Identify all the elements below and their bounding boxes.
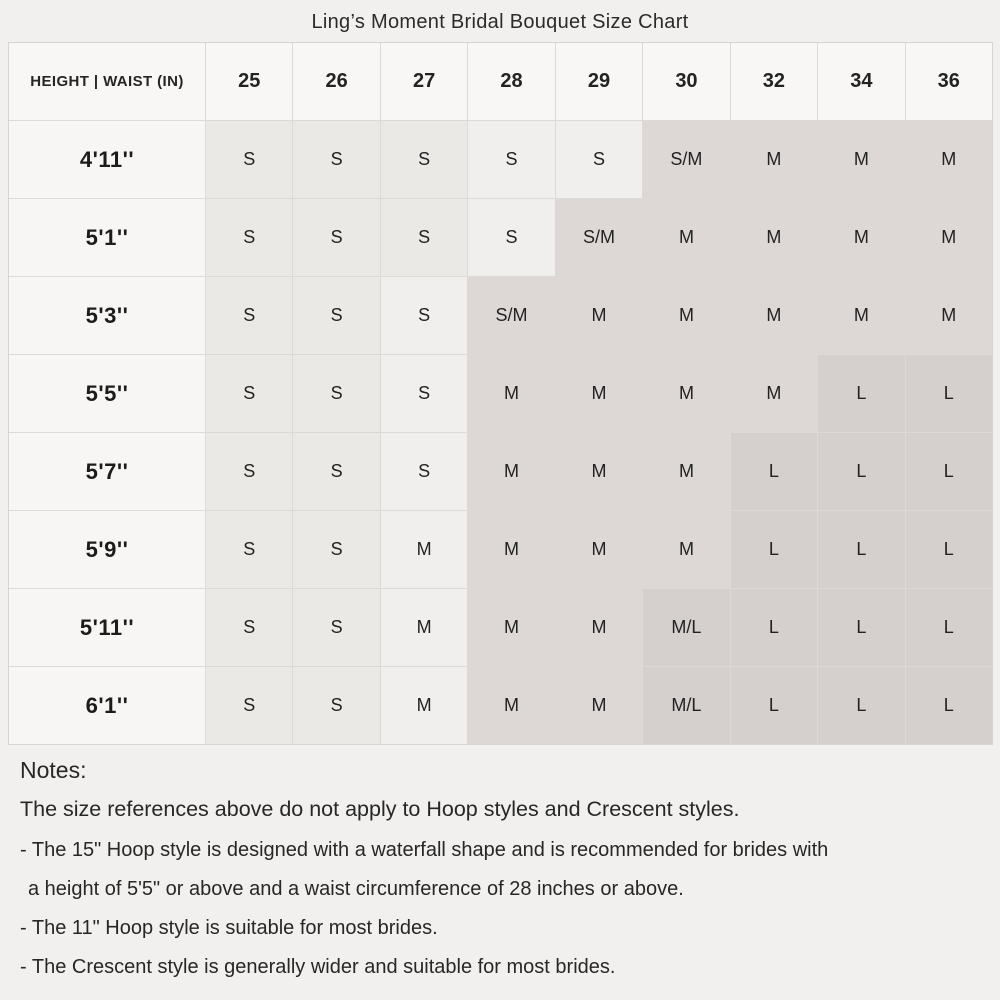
- size-cell-5-3: M: [468, 511, 554, 588]
- column-header-28: 28: [468, 43, 554, 120]
- column-header-32: 32: [731, 43, 817, 120]
- size-cell-5-2: M: [381, 511, 467, 588]
- size-cell-1-5: M: [643, 199, 729, 276]
- size-cell-3-8: L: [906, 355, 992, 432]
- size-cell-5-7: L: [818, 511, 904, 588]
- height-label-4: 5'7'': [9, 433, 205, 510]
- size-cell-6-1: S: [293, 589, 379, 666]
- size-cell-0-2: S: [381, 121, 467, 198]
- size-cell-4-4: M: [556, 433, 642, 510]
- column-header-34: 34: [818, 43, 904, 120]
- note-line-0: The size references above do not apply to Hoop styles and Crescent styles.: [20, 797, 740, 821]
- height-label-3: 5'5'': [9, 355, 205, 432]
- size-cell-4-8: L: [906, 433, 992, 510]
- size-cell-7-7: L: [818, 667, 904, 744]
- size-cell-6-0: S: [206, 589, 292, 666]
- column-header-29: 29: [556, 43, 642, 120]
- size-cell-3-6: M: [731, 355, 817, 432]
- size-cell-2-4: M: [556, 277, 642, 354]
- size-cell-7-5: M/L: [643, 667, 729, 744]
- size-cell-0-3: S: [468, 121, 554, 198]
- size-cell-6-5: M/L: [643, 589, 729, 666]
- size-cell-5-1: S: [293, 511, 379, 588]
- size-cell-3-4: M: [556, 355, 642, 432]
- notes-heading: Notes:: [20, 757, 87, 783]
- size-cell-6-2: M: [381, 589, 467, 666]
- size-cell-6-8: L: [906, 589, 992, 666]
- page-title: Ling’s Moment Bridal Bouquet Size Chart: [311, 11, 689, 33]
- size-cell-2-1: S: [293, 277, 379, 354]
- size-cell-7-6: L: [731, 667, 817, 744]
- height-label-7: 6'1'': [9, 667, 205, 744]
- size-cell-6-4: M: [556, 589, 642, 666]
- column-header-36: 36: [906, 43, 992, 120]
- size-cell-1-1: S: [293, 199, 379, 276]
- notes-section: [0, 745, 1000, 980]
- size-cell-7-3: M: [468, 667, 554, 744]
- size-cell-0-8: M: [906, 121, 992, 198]
- note-line-4: - The Crescent style is generally wider and suitable for most brides.: [20, 956, 616, 978]
- size-cell-7-2: M: [381, 667, 467, 744]
- note-line-1: - The 15" Hoop style is designed with a waterfall shape and is recommended for brides with: [20, 839, 829, 861]
- height-label-1: 5'1'': [9, 199, 205, 276]
- column-header-25: 25: [206, 43, 292, 120]
- size-cell-1-2: S: [381, 199, 467, 276]
- size-cell-4-0: S: [206, 433, 292, 510]
- corner-label: HEIGHT | WAIST (IN): [9, 43, 205, 120]
- height-label-2: 5'3'': [9, 277, 205, 354]
- size-cell-6-3: M: [468, 589, 554, 666]
- size-cell-4-5: M: [643, 433, 729, 510]
- size-cell-1-0: S: [206, 199, 292, 276]
- size-cell-5-6: L: [731, 511, 817, 588]
- note-line-3: - The 11" Hoop style is suitable for most brides.: [20, 917, 438, 939]
- size-cell-5-5: M: [643, 511, 729, 588]
- size-cell-3-1: S: [293, 355, 379, 432]
- height-label-5: 5'9'': [9, 511, 205, 588]
- size-table: [8, 42, 993, 745]
- size-cell-7-4: M: [556, 667, 642, 744]
- column-header-30: 30: [643, 43, 729, 120]
- size-cell-4-3: M: [468, 433, 554, 510]
- size-cell-3-2: S: [381, 355, 467, 432]
- size-cell-6-6: L: [731, 589, 817, 666]
- size-cell-2-3: S/M: [468, 277, 554, 354]
- size-cell-0-1: S: [293, 121, 379, 198]
- size-cell-0-0: S: [206, 121, 292, 198]
- height-label-6: 5'11'': [9, 589, 205, 666]
- column-header-27: 27: [381, 43, 467, 120]
- size-cell-1-3: S: [468, 199, 554, 276]
- size-cell-3-5: M: [643, 355, 729, 432]
- size-cell-4-2: S: [381, 433, 467, 510]
- size-cell-7-8: L: [906, 667, 992, 744]
- size-cell-1-7: M: [818, 199, 904, 276]
- size-cell-0-4: S: [556, 121, 642, 198]
- size-cell-2-8: M: [906, 277, 992, 354]
- size-cell-0-6: M: [731, 121, 817, 198]
- height-label-0: 4'11'': [9, 121, 205, 198]
- size-cell-2-2: S: [381, 277, 467, 354]
- size-cell-1-6: M: [731, 199, 817, 276]
- size-cell-6-7: L: [818, 589, 904, 666]
- size-cell-3-3: M: [468, 355, 554, 432]
- size-cell-0-5: S/M: [643, 121, 729, 198]
- size-cell-5-8: L: [906, 511, 992, 588]
- size-cell-5-0: S: [206, 511, 292, 588]
- size-cell-7-1: S: [293, 667, 379, 744]
- size-cell-1-8: M: [906, 199, 992, 276]
- size-cell-4-7: L: [818, 433, 904, 510]
- size-cell-5-4: M: [556, 511, 642, 588]
- size-cell-3-7: L: [818, 355, 904, 432]
- size-cell-7-0: S: [206, 667, 292, 744]
- size-cell-2-0: S: [206, 277, 292, 354]
- size-cell-2-7: M: [818, 277, 904, 354]
- note-line-2: a height of 5'5" or above and a waist circumference of 28 inches or above.: [28, 878, 684, 900]
- size-cell-2-5: M: [643, 277, 729, 354]
- notes-list: [20, 796, 982, 980]
- column-header-26: 26: [293, 43, 379, 120]
- size-cell-4-1: S: [293, 433, 379, 510]
- size-cell-1-4: S/M: [556, 199, 642, 276]
- size-cell-2-6: M: [731, 277, 817, 354]
- size-cell-4-6: L: [731, 433, 817, 510]
- size-cell-0-7: M: [818, 121, 904, 198]
- size-cell-3-0: S: [206, 355, 292, 432]
